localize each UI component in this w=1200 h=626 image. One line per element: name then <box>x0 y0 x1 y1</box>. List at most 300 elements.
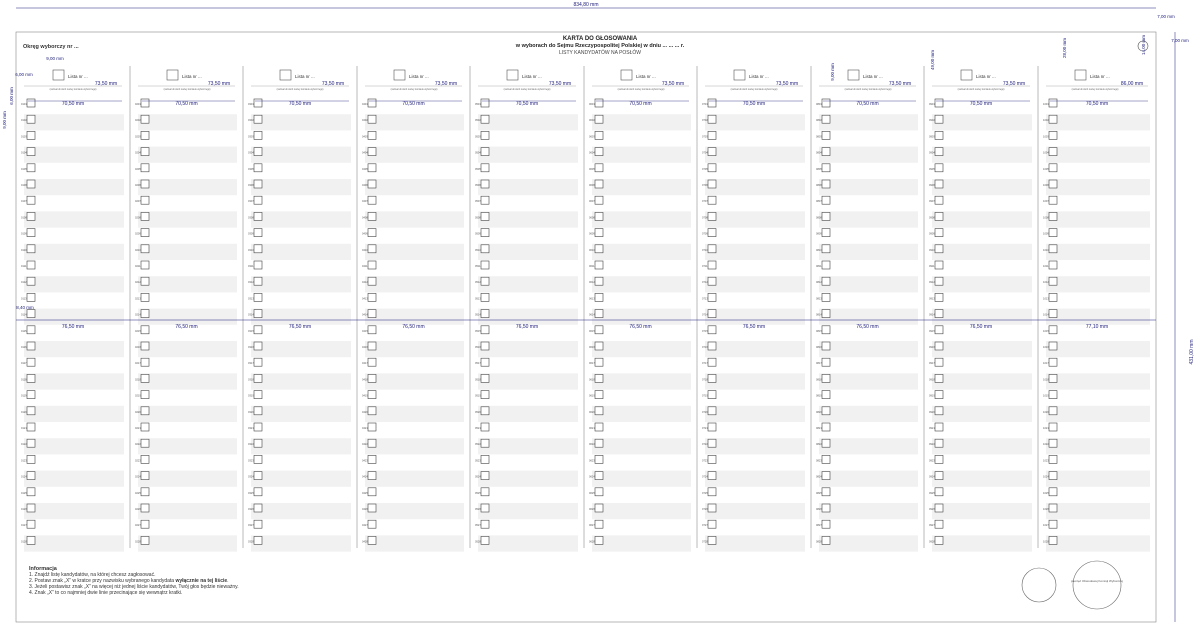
list-label: Lista nr ... <box>976 74 996 79</box>
candidate-checkbox <box>1049 342 1057 350</box>
candidate-number: 0303 <box>248 135 254 139</box>
candidate-number: 0512 <box>475 281 481 285</box>
candidate-number: 0108 <box>21 216 27 220</box>
stamp-text: pieczęć Obwodowej Komisji Wyborczej <box>1071 579 1123 583</box>
candidate-number: 0511 <box>475 265 481 268</box>
candidate-number: 0904 <box>929 151 935 155</box>
list-caption: (nazwa lub skrót nazwy komitetu wyborczego) <box>957 89 1005 91</box>
candidate-checkbox <box>595 277 603 285</box>
candidate-checkbox <box>141 229 149 237</box>
candidate-checkbox <box>254 115 262 123</box>
row-stripe <box>1046 114 1150 130</box>
candidate-checkbox <box>595 439 603 447</box>
dim-row2-width: 76,50 mm <box>629 324 652 330</box>
candidate-number: 0726 <box>702 508 708 511</box>
dim-d-9-box: 9,00 mm <box>46 56 64 61</box>
candidate-checkbox <box>822 407 830 415</box>
row-stripe <box>592 373 691 389</box>
candidate-checkbox <box>935 374 943 382</box>
candidate-checkbox <box>27 326 35 334</box>
candidate-number: 0528 <box>475 540 481 544</box>
candidate-checkbox <box>935 358 943 366</box>
list-number-box <box>394 70 405 80</box>
row-stripe <box>478 147 578 163</box>
row-stripe <box>705 341 805 357</box>
candidate-checkbox <box>595 212 603 220</box>
candidate-checkbox <box>368 423 376 431</box>
candidate-checkbox <box>254 164 262 172</box>
candidate-number: 0709 <box>702 232 708 236</box>
dim-row1-width: 70,50 mm <box>402 101 425 107</box>
candidate-number: 0523 <box>475 459 481 463</box>
candidate-number: 0703 <box>702 135 708 139</box>
candidate-number: 0611 <box>589 265 595 268</box>
candidate-checkbox <box>595 293 603 301</box>
candidate-number: 0601 <box>589 103 595 106</box>
candidate-checkbox <box>595 407 603 415</box>
candidate-number: 0320 <box>248 410 254 414</box>
candidate-checkbox <box>1049 374 1057 382</box>
candidate-checkbox <box>141 439 149 447</box>
candidate-number: 0913 <box>929 297 935 301</box>
candidate-checkbox <box>141 536 149 544</box>
candidate-checkbox <box>27 148 35 156</box>
row-stripe <box>24 309 124 325</box>
candidate-checkbox <box>595 99 603 107</box>
row-stripe <box>24 276 124 292</box>
candidate-checkbox <box>1049 164 1057 172</box>
candidate-checkbox <box>481 277 489 285</box>
candidate-checkbox <box>595 374 603 382</box>
row-stripe <box>24 211 124 227</box>
candidate-number: 0426 <box>362 508 368 511</box>
candidate-checkbox <box>254 148 262 156</box>
stamp-circle-right <box>1073 561 1121 609</box>
candidate-checkbox <box>481 488 489 496</box>
info-title: Informacja <box>29 566 57 572</box>
row-stripe <box>592 179 691 195</box>
row-stripe <box>819 114 918 130</box>
dim-d-49: 49,00 mm <box>930 49 935 71</box>
candidate-number: 0124 <box>21 475 27 479</box>
row-stripe <box>24 535 124 551</box>
candidate-checkbox <box>254 488 262 496</box>
candidate-checkbox <box>595 423 603 431</box>
candidate-checkbox <box>368 504 376 512</box>
candidate-checkbox <box>27 536 35 544</box>
row-stripe <box>251 244 351 260</box>
candidate-number: 1010 <box>1043 248 1049 252</box>
row-stripe <box>1046 147 1150 163</box>
candidate-number: 0423 <box>362 459 368 463</box>
candidate-checkbox <box>27 358 35 366</box>
row-stripe <box>819 147 918 163</box>
row-stripe <box>365 114 464 130</box>
candidate-number: 0325 <box>248 491 254 495</box>
row-stripe <box>1046 471 1150 487</box>
candidate-checkbox <box>481 164 489 172</box>
candidate-checkbox <box>141 99 149 107</box>
candidate-number: 0118 <box>21 378 27 382</box>
candidate-checkbox <box>27 229 35 237</box>
candidate-number: 0327 <box>248 524 254 528</box>
candidate-checkbox <box>708 326 716 334</box>
candidate-checkbox <box>822 536 830 544</box>
row-stripe <box>819 471 918 487</box>
candidate-checkbox <box>27 520 35 528</box>
candidate-number: 1014 <box>1043 313 1049 317</box>
candidate-checkbox <box>368 439 376 447</box>
row-stripe <box>138 211 237 227</box>
candidate-checkbox <box>481 504 489 512</box>
row-stripe <box>24 373 124 389</box>
candidate-number: 0505 <box>475 167 481 171</box>
candidate-number: 0714 <box>702 313 708 317</box>
candidate-checkbox <box>254 261 262 269</box>
candidate-number: 0617 <box>589 362 595 366</box>
row-stripe <box>705 406 805 422</box>
candidate-checkbox <box>935 196 943 204</box>
candidate-number: 0212 <box>135 281 141 285</box>
candidate-checkbox <box>481 358 489 366</box>
candidate-number: 0216 <box>135 346 141 349</box>
row-stripe <box>478 438 578 454</box>
row-stripe <box>478 535 578 551</box>
candidate-checkbox <box>595 455 603 463</box>
row-stripe <box>932 276 1032 292</box>
candidate-checkbox <box>595 472 603 480</box>
candidate-number: 1008 <box>1043 216 1049 220</box>
candidate-number: 0910 <box>929 248 935 252</box>
candidate-checkbox <box>822 261 830 269</box>
row-stripe <box>932 535 1032 551</box>
candidate-checkbox <box>27 423 35 431</box>
candidate-number: 0815 <box>816 329 822 333</box>
candidate-checkbox <box>368 391 376 399</box>
candidate-checkbox <box>368 115 376 123</box>
candidate-checkbox <box>935 148 943 156</box>
candidate-number: 0925 <box>929 491 935 495</box>
candidate-checkbox <box>254 407 262 415</box>
candidate-checkbox <box>595 358 603 366</box>
candidate-number: 0927 <box>929 524 935 528</box>
candidate-checkbox <box>254 277 262 285</box>
candidate-number: 0226 <box>135 508 141 511</box>
list-caption: (nazwa lub skrót nazwy komitetu wyborczego) <box>844 89 892 91</box>
candidate-number: 0517 <box>475 362 481 366</box>
candidate-number: 0604 <box>589 151 595 155</box>
candidate-number: 0403 <box>362 135 368 139</box>
row-stripe <box>138 179 237 195</box>
candidate-number: 0126 <box>21 508 27 511</box>
list-number-box <box>961 70 972 80</box>
row-stripe <box>365 373 464 389</box>
dim-row1-width: 70,50 mm <box>515 101 539 107</box>
candidate-number: 0721 <box>702 427 708 430</box>
row-stripe <box>478 211 578 227</box>
district-label: Okręg wyborczy nr ... <box>23 44 79 50</box>
candidate-checkbox <box>27 164 35 172</box>
row-stripe <box>592 438 691 454</box>
row-stripe <box>705 471 805 487</box>
candidate-number: 0404 <box>362 151 368 155</box>
candidate-number: 0302 <box>248 119 254 123</box>
candidate-number: 0103 <box>21 135 27 139</box>
row-stripe <box>365 276 464 292</box>
row-stripe <box>592 341 691 357</box>
row-stripe <box>138 147 237 163</box>
candidate-number: 0625 <box>589 491 595 495</box>
list-caption: (nazwa lub skrót nazwy komitetu wyborczego) <box>617 89 665 91</box>
dim-d-14: 14,00 mm <box>1141 34 1146 56</box>
candidate-checkbox <box>481 115 489 123</box>
candidate-checkbox <box>708 131 716 139</box>
candidate-checkbox <box>935 326 943 334</box>
row-stripe <box>251 211 351 227</box>
row-stripe <box>478 114 578 130</box>
candidate-checkbox <box>368 472 376 480</box>
candidate-number: 0513 <box>475 297 481 301</box>
candidate-number: 0911 <box>929 265 935 268</box>
candidate-number: 0821 <box>816 427 822 430</box>
candidate-number: 0916 <box>929 346 935 349</box>
list-caption: (nazwa lub skrót nazwy komitetu wyborczego) <box>730 89 778 91</box>
candidate-number: 0317 <box>248 362 254 366</box>
row-stripe <box>365 244 464 260</box>
list-number-box <box>53 70 64 80</box>
list-label: Lista nr ... <box>182 74 202 79</box>
candidate-number: 0102 <box>21 119 27 123</box>
row-stripe <box>1046 179 1150 195</box>
candidate-number: 0222 <box>135 443 141 447</box>
candidate-checkbox <box>27 261 35 269</box>
candidate-number: 0101 <box>21 103 27 106</box>
row-stripe <box>365 471 464 487</box>
row-stripe <box>705 276 805 292</box>
candidate-number: 0201 <box>135 103 141 106</box>
row-stripe <box>251 147 351 163</box>
candidate-checkbox <box>368 99 376 107</box>
candidate-number: 0122 <box>21 443 27 447</box>
candidate-number: 0613 <box>589 297 595 301</box>
row-stripe <box>365 503 464 519</box>
candidate-checkbox <box>708 99 716 107</box>
row-stripe <box>251 341 351 357</box>
candidate-checkbox <box>254 520 262 528</box>
candidate-number: 1002 <box>1043 119 1049 123</box>
candidate-number: 0121 <box>21 427 27 430</box>
candidate-number: 0518 <box>475 378 481 382</box>
dim-row2-width: 76,50 mm <box>175 324 198 330</box>
row-stripe <box>138 503 237 519</box>
row-stripe <box>478 244 578 260</box>
candidate-checkbox <box>141 407 149 415</box>
candidate-checkbox <box>254 293 262 301</box>
info-item-3: 3. Jeżeli postawisz znak „X” na więcej niż jednej liście kandydatów, Twój głos będzie nieważny. <box>29 584 239 590</box>
candidate-checkbox <box>1049 115 1057 123</box>
candidate-number: 1018 <box>1043 378 1049 382</box>
candidate-checkbox <box>254 504 262 512</box>
candidate-checkbox <box>368 407 376 415</box>
candidate-number: 0405 <box>362 167 368 171</box>
candidate-checkbox <box>708 520 716 528</box>
row-stripe <box>932 341 1032 357</box>
row-stripe <box>932 406 1032 422</box>
candidate-checkbox <box>935 407 943 415</box>
row-stripe <box>705 373 805 389</box>
candidate-checkbox <box>822 342 830 350</box>
candidate-checkbox <box>708 293 716 301</box>
row-stripe <box>365 406 464 422</box>
list-label: Lista nr ... <box>522 74 542 79</box>
candidate-checkbox <box>254 326 262 334</box>
candidate-checkbox <box>27 212 35 220</box>
dim-header-width: 73,50 mm <box>434 81 458 87</box>
candidate-checkbox <box>595 488 603 496</box>
candidate-number: 0527 <box>475 524 481 528</box>
candidate-checkbox <box>254 212 262 220</box>
candidate-checkbox <box>481 261 489 269</box>
row-stripe <box>365 535 464 551</box>
candidate-number: 1025 <box>1043 491 1049 495</box>
candidate-number: 0926 <box>929 508 935 511</box>
candidate-checkbox <box>27 472 35 480</box>
dim-header-width: 73,50 mm <box>661 81 685 87</box>
list-number-box <box>734 70 745 80</box>
candidate-checkbox <box>1049 536 1057 544</box>
candidate-number: 0526 <box>475 508 481 511</box>
candidate-number: 1007 <box>1043 200 1049 204</box>
row-stripe <box>819 438 918 454</box>
dim-header-width: 73,50 mm <box>1002 81 1026 87</box>
info-item-2-bold: wyłącznie na tej liście <box>175 578 228 584</box>
candidate-checkbox <box>27 99 35 107</box>
candidate-number: 1001 <box>1043 103 1049 106</box>
candidate-number: 0803 <box>816 135 822 139</box>
candidate-number: 0318 <box>248 378 254 382</box>
dim-row2-width: 76,50 mm <box>742 324 766 330</box>
candidate-checkbox <box>141 196 149 204</box>
candidate-number: 1003 <box>1043 135 1049 139</box>
candidate-checkbox <box>935 536 943 544</box>
candidate-checkbox <box>368 342 376 350</box>
candidate-number: 0901 <box>929 103 935 106</box>
row-stripe <box>819 179 918 195</box>
candidate-number: 0203 <box>135 135 141 139</box>
candidate-number: 1005 <box>1043 167 1049 171</box>
candidate-checkbox <box>822 245 830 253</box>
dim-row2-width: 76,50 mm <box>402 324 425 330</box>
candidate-checkbox <box>822 229 830 237</box>
candidate-checkbox <box>822 293 830 301</box>
candidate-checkbox <box>935 520 943 528</box>
candidate-checkbox <box>141 423 149 431</box>
candidate-checkbox <box>368 245 376 253</box>
candidate-number: 0702 <box>702 119 708 123</box>
candidate-checkbox <box>481 212 489 220</box>
row-stripe <box>138 535 237 551</box>
row-stripe <box>1046 341 1150 357</box>
candidate-number: 0802 <box>816 119 822 123</box>
row-stripe <box>138 406 237 422</box>
candidate-number: 0707 <box>702 200 708 204</box>
candidate-checkbox <box>254 374 262 382</box>
dim-row1-width: 70,50 mm <box>175 101 198 107</box>
candidate-checkbox <box>141 391 149 399</box>
row-stripe <box>251 438 351 454</box>
candidate-number: 0109 <box>21 232 27 236</box>
candidate-checkbox <box>1049 99 1057 107</box>
candidate-number: 0720 <box>702 410 708 414</box>
row-stripe <box>478 179 578 195</box>
candidate-checkbox <box>368 488 376 496</box>
row-stripe <box>24 503 124 519</box>
candidate-number: 0603 <box>589 135 595 139</box>
candidate-checkbox <box>141 261 149 269</box>
candidate-checkbox <box>708 374 716 382</box>
candidate-number: 0208 <box>135 216 141 220</box>
row-stripe <box>819 503 918 519</box>
dim-row1-width: 70,50 mm <box>629 101 652 107</box>
candidate-number: 1028 <box>1043 540 1049 544</box>
candidate-number: 0123 <box>21 459 27 463</box>
candidate-checkbox <box>141 504 149 512</box>
candidate-number: 0417 <box>362 362 368 366</box>
list-label: Lista nr ... <box>68 74 88 79</box>
candidate-checkbox <box>481 293 489 301</box>
candidate-number: 0909 <box>929 232 935 236</box>
candidate-checkbox <box>1049 472 1057 480</box>
candidate-number: 0412 <box>362 281 368 285</box>
candidate-checkbox <box>822 488 830 496</box>
candidate-checkbox <box>595 391 603 399</box>
candidate-checkbox <box>708 536 716 544</box>
candidate-number: 0115 <box>21 329 27 333</box>
candidate-number: 0907 <box>929 200 935 204</box>
row-stripe <box>138 309 237 325</box>
candidate-checkbox <box>822 180 830 188</box>
candidate-checkbox <box>708 439 716 447</box>
candidate-number: 1013 <box>1043 297 1049 301</box>
candidate-checkbox <box>822 212 830 220</box>
candidate-number: 0424 <box>362 475 368 479</box>
candidate-number: 0609 <box>589 232 595 236</box>
candidate-number: 0305 <box>248 167 254 171</box>
list-caption: (nazwa lub skrót nazwy komitetu wyborczego) <box>276 89 324 91</box>
candidate-checkbox <box>368 148 376 156</box>
candidate-checkbox <box>141 310 149 318</box>
candidate-number: 0614 <box>589 313 595 317</box>
row-stripe <box>251 309 351 325</box>
row-stripe <box>592 114 691 130</box>
candidate-checkbox <box>141 455 149 463</box>
candidate-checkbox <box>141 358 149 366</box>
candidate-number: 0825 <box>816 491 822 495</box>
candidate-checkbox <box>1049 229 1057 237</box>
list-number-box <box>1075 70 1086 80</box>
candidate-number: 0314 <box>248 313 254 317</box>
candidate-number: 0322 <box>248 443 254 447</box>
candidate-checkbox <box>935 423 943 431</box>
list-number-box <box>507 70 518 80</box>
row-stripe <box>819 535 918 551</box>
candidate-checkbox <box>935 391 943 399</box>
candidate-number: 0716 <box>702 346 708 349</box>
candidate-number: 0414 <box>362 313 368 317</box>
candidate-number: 0220 <box>135 410 141 414</box>
candidate-number: 0410 <box>362 248 368 252</box>
candidate-number: 0219 <box>135 394 141 398</box>
